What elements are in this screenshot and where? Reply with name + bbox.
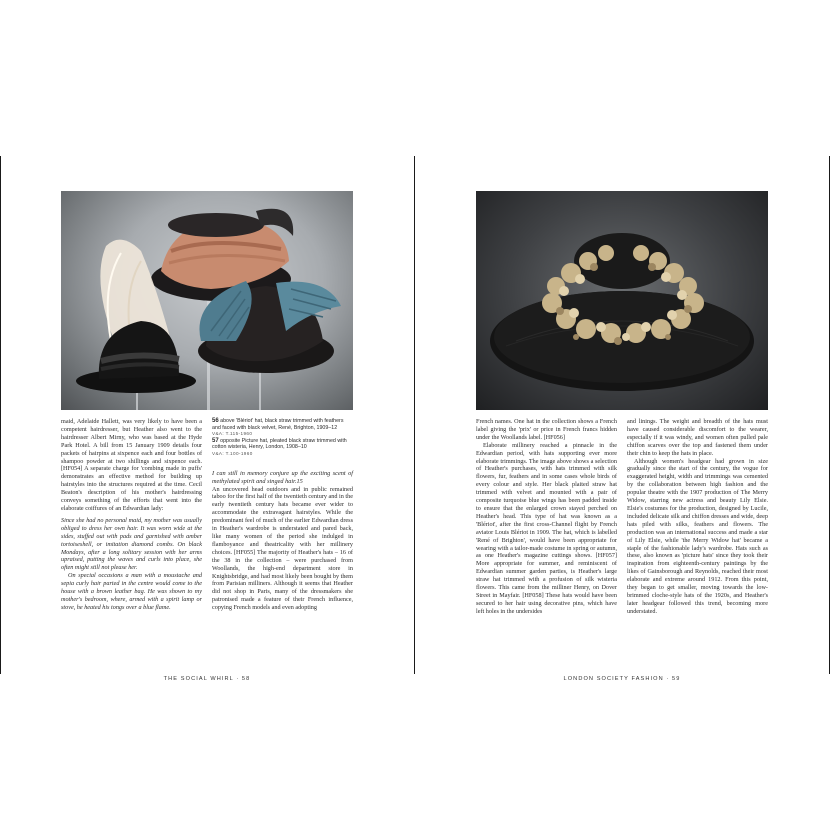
wisteria-hat-illustration xyxy=(476,191,768,410)
quote-paragraph: On special occasions a man with a moustache and sepia curly hair parted in the centre would come to the house with a brown leather bag. He was shown to my mother's bedroom, where, armed with a spirit lamp or stove, he heated his tongs over a blue flame. xyxy=(61,572,202,611)
three-hats-illustration xyxy=(61,191,353,410)
caption-number: 57 xyxy=(212,437,219,444)
caption-text: opposite Picture hat, pleated black straw trimmed with cotton wisteria, Henry, London, 1908–10 xyxy=(212,437,347,451)
body-paragraph: French names. One hat in the collection shows a French label giving the 'prix' or price in French francs hidden under the Woollands label. [HF056] xyxy=(476,418,617,441)
folio-left: THE SOCIAL WHIRL · 58 xyxy=(163,676,251,682)
folio-right: LONDON SOCIETY FASHION · 59 xyxy=(563,676,681,682)
body-paragraph: and linings. The weight and breadth of the hats must have caused considerable discomfort to the wearer, especially if it was windy, and women often pulled pale chiffon scarves over the top and fastened them under their chin to keep the hats in place. xyxy=(627,418,768,457)
left-column-2 xyxy=(212,418,353,612)
body-paragraph: maid, Adelaide Hallett, was very likely to have been a competent hairdresser, but Heather also went to the hairdresser Albert Mirny, who was based at the Hyde Park Hotel. A bill from 15 January 1909 details four packets of hairpins at sixpence each and four bottles of shampoo powder at two shillings and sixpence each. [HF054] A separate charge for 'combing made in puffs' demonstrates an effective method for building up hairstyles into the structures required at the time. Cecil Beaton's description of his mother's hairdressing conveys something of the efforts that went into the elaborate coiffures of an Edwardian lady: xyxy=(61,418,202,512)
left-page xyxy=(0,0,414,830)
museum-number: V&A: T.115-1960 xyxy=(212,431,253,437)
caption-number: 56 xyxy=(212,418,219,424)
quote-paragraph: I can still in memory conjure up the exciting scent of methylated spirit and singed hair.15 xyxy=(212,469,353,485)
quote-paragraph: Since she had no personal maid, my mother was usually obliged to dress her own hair. It was worn wide at the sides, stuffed out with pads and garnished with amber tortoiseshell, or imitation diamond combs. On black Mondays, after a long solitary session with her arms upraised, putting the waves and curls into place, she often might still not please her. xyxy=(61,516,202,572)
right-column-1 xyxy=(476,418,617,616)
museum-number: V&A: T.100-1960 xyxy=(212,450,253,456)
hats-photo-left xyxy=(61,191,353,410)
caption-57 xyxy=(212,438,353,458)
right-page xyxy=(415,0,829,830)
left-column-1 xyxy=(61,418,202,612)
caption-text: above 'Blériot' hat, black straw trimmed with feathers and faced with black velvet, René, Brighton, 1909–12 xyxy=(212,418,344,431)
body-paragraph: Although women's headgear had grown in size gradually since the start of the century, the vogue for exaggerated height, width and trimmings was cemented by the collaboration between high fashion and the popular theatre with the 1907 production of The Merry Widow, starring new actress and beauty Lily Elsie. Elsie's costumes for the production, designed by Lucile, included delicate silk and chiffon dresses and wide, deep hats piled with silks, feathers and flowers. The production was an international success and made a star of Lily Elsie, while 'the Merry Widow hat' became a staple of the fashionable lady's wardrobe. Hats such as these, also known as 'picture hats' since they took their inspiration from eighteenth-century paintings by the likes of Gainsborough and Reynolds, reached their most elaborate and extreme around 1912. From this point, they began to get smaller, moving towards the low-brimmed cloche-style hats of the 1920s, and Heather's later headgear followed this trend, becoming more understated. xyxy=(627,457,768,615)
body-paragraph: An uncovered head outdoors and in public remained taboo for the first half of the twentieth century and in the early twentieth century hats became ever wider to accommodate the extravagant hairstyles. While the predominant feel of much of the earlier Edwardian dress in Heather's wardrobe is understated and pared back, like many women of the period she indulged in flamboyance and theatricality with her millinery choices. [HF055] The majority of Heather's hats – 16 of the 38 in the collection – were purchased from Woollands, the high-end department store in Knightsbridge, and had most likely been bought by them from Parisian milliners. Although it seems that Heather did not shop in Paris, many of the dressmakers she patronised made a feature of their French influence, copying French models and even adopting xyxy=(212,485,353,612)
right-column-2 xyxy=(627,418,768,616)
body-paragraph: Elaborate millinery reached a pinnacle in the Edwardian period, with hats supporting ever more elaborate trimmings. The image above shows a selection of Heather's purchases, with hats trimmed with silk flowers, fur, feathers and in some cases whole birds of every colour and style. Her black plaited straw hat trimmed with velvet and mounted with a pair of composite turquoise blue wings has been padded inside to ensure that the enlarged crown stayed perched on Heather's head. This type of hat was known as a 'Blériot', after the first cross-Channel flight by French aviator Louis Blériot in 1909. The hat, which is labelled 'René of Brighton', would have been appropriate for wearing with a tailor-made costume in spring or autumn, as one Heather's magazine cuttings shows. [HF057] More appropriate for summer, and reminiscent of Edwardian summer garden parties, is Heather's large straw hat trimmed with a profusion of silk wisteria flowers. This came from the milliner Henry, on Dover Street in Mayfair. [HF058] These hats would have been secured to her hair using decorative pins, which have left holes in the undersides xyxy=(476,441,617,615)
caption-56 xyxy=(212,418,353,438)
hat-photo-right xyxy=(476,191,768,410)
